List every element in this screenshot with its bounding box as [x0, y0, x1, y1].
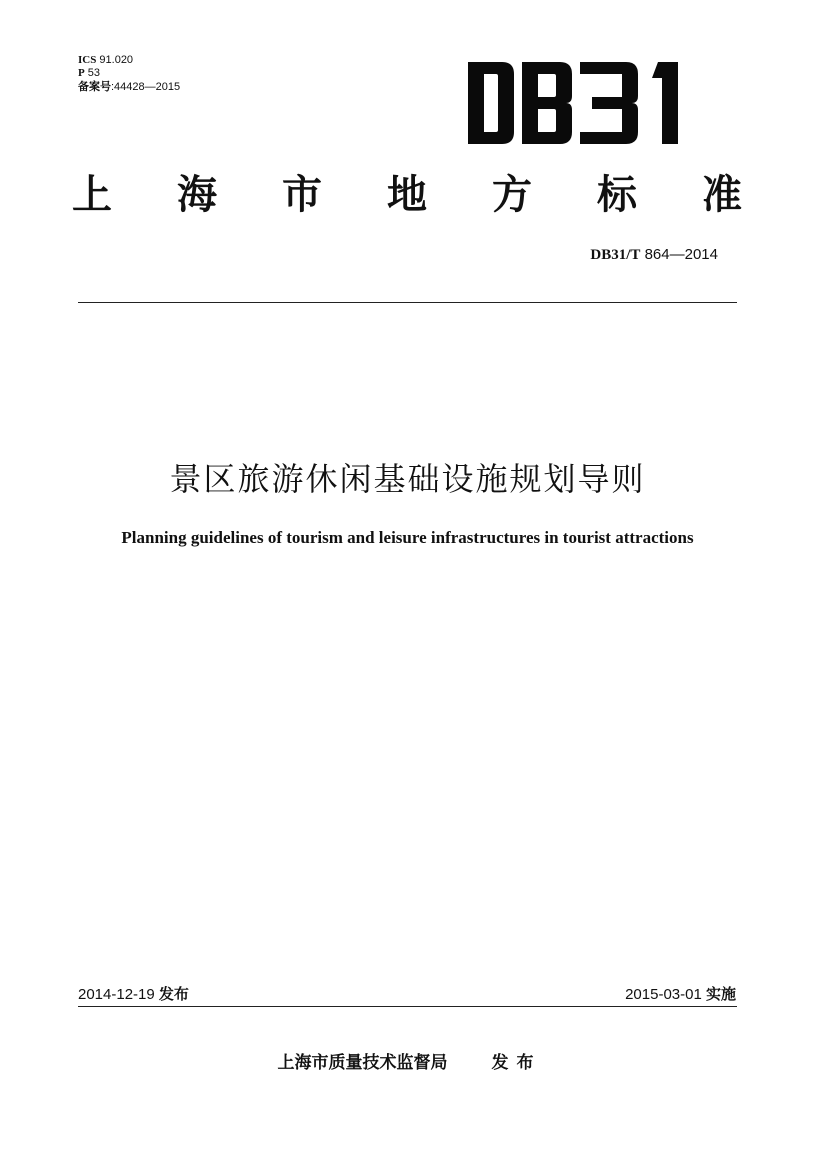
standard-code-prefix: DB31/T — [590, 247, 641, 263]
publish-char: 布 — [516, 1053, 534, 1073]
ics-value: 91.020 — [99, 54, 134, 66]
implementation-date-line — [625, 983, 736, 1004]
record-value: :44428—2015 — [111, 81, 181, 93]
title-char: 标 — [597, 172, 637, 218]
document-title-zh: 景区旅游休闲基础设施规划导则 — [169, 460, 646, 498]
bottom-divider — [78, 1006, 737, 1007]
db31-logo — [468, 62, 694, 144]
implementation-date: 2015-03-01 — [625, 986, 702, 1003]
title-char: 市 — [282, 172, 322, 218]
top-divider — [78, 302, 737, 303]
classification-block — [78, 54, 180, 94]
ics-line — [78, 54, 180, 67]
db31-logo-graphic — [468, 62, 694, 144]
record-line — [78, 80, 180, 94]
title-char: 方 — [492, 172, 532, 218]
publish-char: 发 — [491, 1053, 509, 1073]
publisher-name: 上海市质量技术监督局 — [277, 1053, 448, 1073]
standard-code-number: 864—2014 — [644, 246, 718, 263]
p-key: P — [78, 67, 85, 79]
issue-label: 发布 — [158, 985, 189, 1003]
p-line — [78, 67, 180, 80]
document-title-en: Planning guidelines of tourism and leisure infrastructures in tourist attractions — [121, 528, 694, 547]
publisher-line — [0, 1048, 815, 1073]
ics-key: ICS — [78, 54, 97, 66]
p-value: 53 — [87, 67, 101, 79]
implementation-label: 实施 — [705, 985, 736, 1003]
standard-code — [590, 246, 718, 264]
title-char: 上 — [72, 172, 112, 218]
issue-date: 2014-12-19 — [78, 986, 155, 1003]
title-char: 准 — [702, 172, 742, 218]
title-char: 地 — [387, 172, 427, 218]
publish-label — [488, 1053, 538, 1073]
standard-type-title — [72, 170, 742, 220]
issue-date-line — [78, 983, 189, 1004]
title-char: 海 — [177, 172, 217, 218]
record-label: 备案号 — [78, 80, 111, 93]
